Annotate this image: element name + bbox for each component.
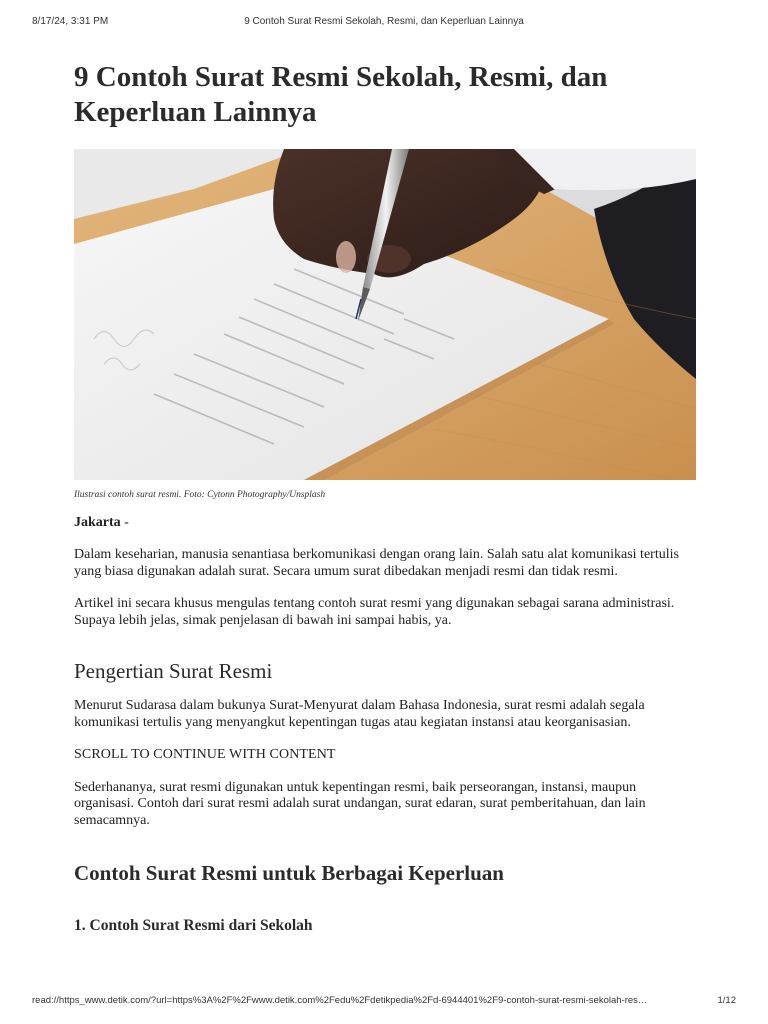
intro-paragraph-1: Dalam keseharian, manusia senantiasa berkomunikasi dengan orang lain. Salah satu alat komunikasi tertulis yang biasa digunakan adalah surat. Secara umum surat dibedakan menjadi resmi dan tidak resmi. — [74, 547, 679, 579]
print-url: read://https_www.detik.com/?url=https%3A%2F%2Fwww.detik.com%2Fedu%2Fdetikpedia%2Fd-6944401%2F9-contoh-surat-resmi-sekolah-res… — [32, 995, 648, 1006]
section1-paragraph-1: Menurut Sudarasa dalam bukunya Surat-Menyurat dalam Bahasa Indonesia, surat resmi adalah segala komunikasi tertulis yang menyangkut kepentingan tugas atau kegiatan instansi atau keorganisasian. — [74, 698, 645, 730]
print-footer — [32, 995, 736, 1009]
scroll-to-continue-label: SCROLL TO CONTINUE WITH CONTENT — [74, 747, 336, 762]
section-heading-pengertian: Pengertian Surat Resmi — [74, 659, 273, 683]
section-heading-contoh: Contoh Surat Resmi untuk Berbagai Keperluan — [74, 861, 504, 885]
dateline-separator: - — [120, 515, 129, 530]
image-caption: Ilustrasi contoh surat resmi. Foto: Cytonn Photography/Unsplash — [74, 490, 326, 500]
intro-paragraph-2: Artikel ini secara khusus mengulas tentang contoh surat resmi yang digunakan sebagai sarana administrasi. Supaya lebih jelas, simak penjelasan di bawah ini sampai habis, ya. — [74, 596, 675, 628]
article-headline: 9 Contoh Surat Resmi Sekolah, Resmi, dan Keperluan Lainnya — [74, 61, 608, 128]
subsection-heading-sekolah: 1. Contoh Surat Resmi dari Sekolah — [74, 917, 313, 934]
dateline — [74, 514, 696, 531]
print-page-title: 9 Contoh Surat Resmi Sekolah, Resmi, dan Keperluan Lainnya — [244, 16, 524, 27]
print-datetime: 8/17/24, 3:31 PM — [32, 16, 109, 27]
article — [74, 60, 696, 935]
dateline-city: Jakarta — [74, 515, 121, 530]
hero-image — [74, 149, 696, 480]
section1-paragraph-2: Sederhananya, surat resmi digunakan untuk kepentingan resmi, baik perseorangan, instansi, maupun organisasi. Contoh dari surat resmi adalah surat undangan, surat edaran, surat pemberitahuan, dan lain semacamnya. — [74, 779, 646, 828]
print-header — [32, 16, 736, 30]
page-indicator: 1/12 — [717, 995, 736, 1006]
